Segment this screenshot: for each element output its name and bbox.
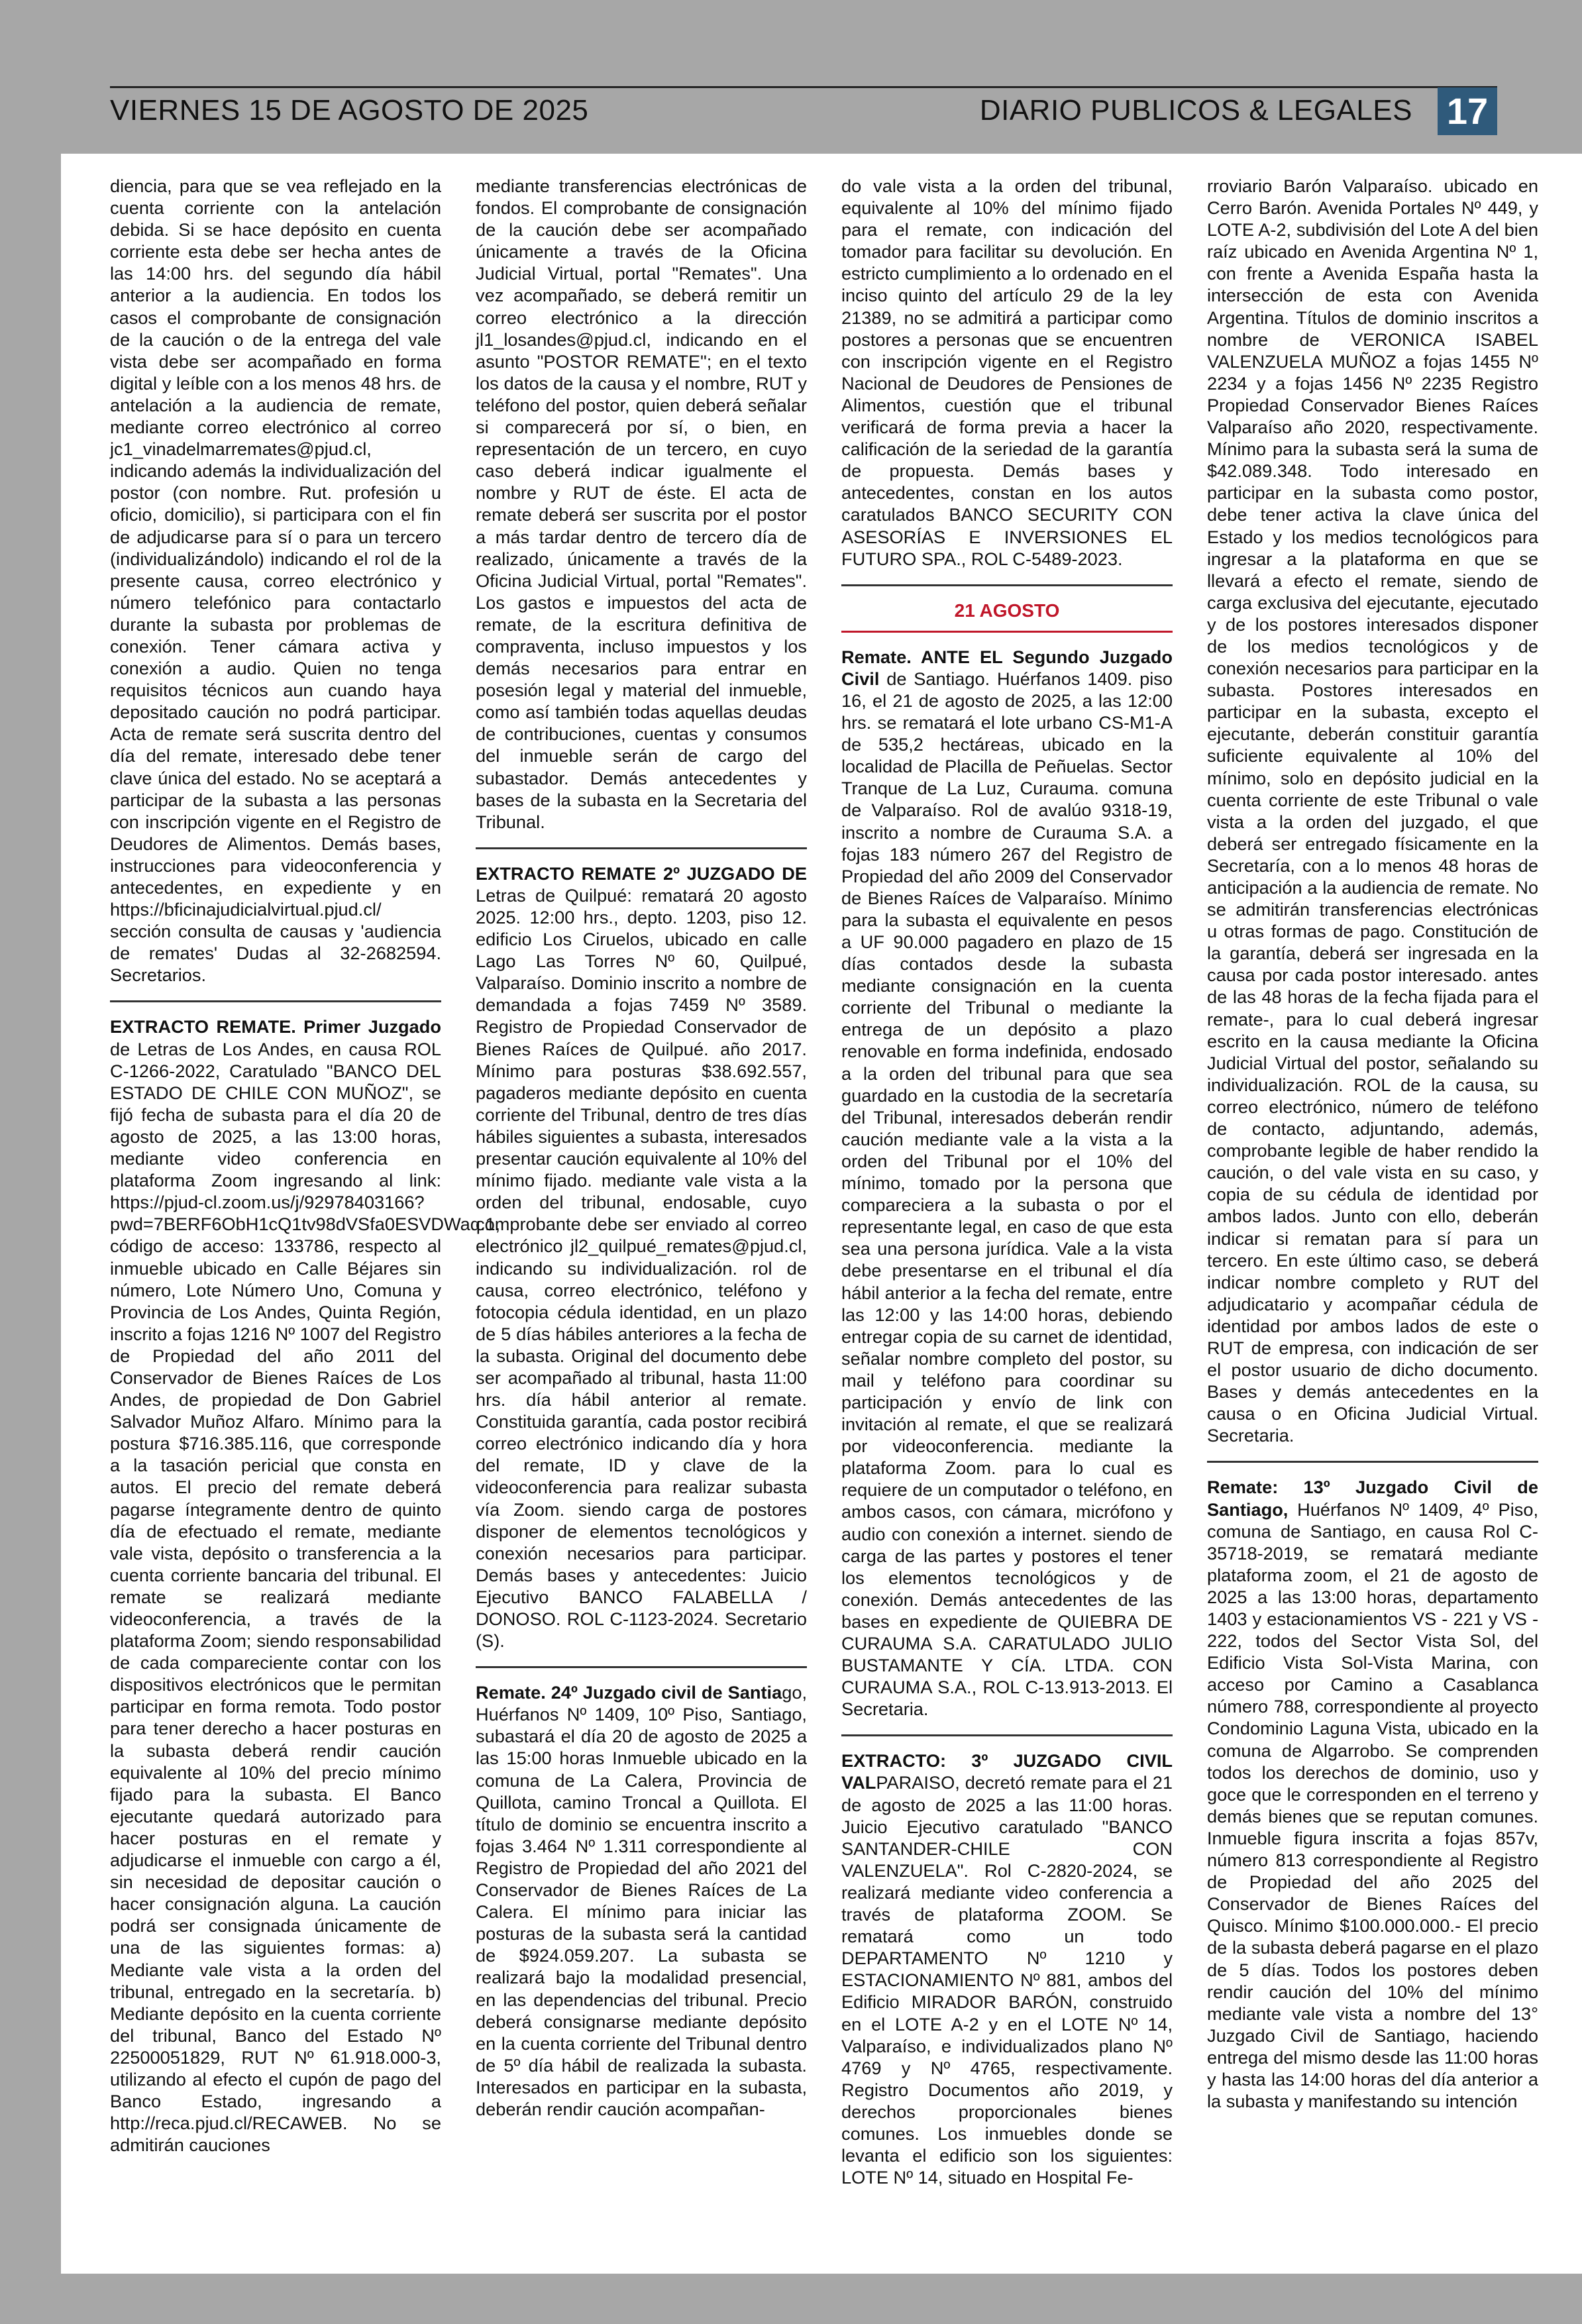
notice-continued: rroviario Barón Valparaíso. ubicado en Cerro Barón. Avenida Portales Nº 449, y LOTE A-2, subdivisión del Lote A del bien raíz ubicado en Avenida Argentina Nº 1, con frente a Avenida España hasta la intersección de esta con Avenida Argentina. Títulos de dominio inscritos a nombre de VERONICA ISABEL VALENZUELA MUÑOZ a fojas 1455 Nº 2234 y a fojas 1456 Nº 2235 Registro Propiedad Conservador Bienes Raíces Valparaíso año 2020, respectivamente. Mínimo para la subasta será la suma de $42.089.348. Todo interesado en participar en la subasta como postor, debe tener activa la clave única del Estado y los medios tecnológicos para ingresar a la plataforma en que se llevará a efecto el remate, siendo de carga exclusiva del ejecutante, ejecutado y de los postores interesados disponer de los medios tecnológicos y de conexión necesarios para participar en la subasta. Postores interesados en participar en la subasta, excepto el ejecutante, deberán constituir garantía suficiente equivalente al 10% del mínimo, solo en depósito judicial en la cuenta corriente de este Tribunal o vale vista a la orden del juzgado, el que deberá ser entregado físicamente en la Secretaría, con a lo menos 48 horas de anticipación a la audiencia de remate. No se admitirán transferencias electrónicas u otras formas de pago. Constitución de la garantía, deberá ser ingresada en la causa por cada postor interesado. antes de las 48 horas de la fecha fijada para el remate-, para lo cual deberá ingresar escrito en la causa mediante la Oficina Judicial Virtual del postor, señalando su individualización. ROL de la causa, su correo electrónico, número de teléfono de contacto, adjuntando, además, comprobante legible de haber rendido la caución, o del vale vista en su caso, y copia de su cédula de identidad por ambos lados. Junto con ello, deberán indicar si rematan para sí para un tercero. En este último caso, se deberá indicar nombre completo y RUT del adjudicatario y acompañar cédula de identidad por ambos lados de este o RUT de empresa, con indicación de ser el postor usuario de dicho documento. Bases y demás antecedentes en la causa o en Oficina Judicial Virtual. Secretaria.	[1207, 176, 1538, 1446]
notice-body: Huérfanos Nº 1409, 4º Piso, comuna de Santiago, en causa Rol C-35718-2019, se rematará mediante plataforma zoom, el 21 de agosto de 2025 a las 13:00 horas, departamento 1403 y estacionamientos VS - 221 y VS - 222, todos del Sector Vista Sol, del Edificio Vista Sol-Vista Marina, con acceso por Camino a Casablanca número 788, correspondiente al proyecto Condominio Laguna Vista, ubicado en la comuna de Algarrobo. Se comprenden todos los derechos de dominio, uso y goce que le corresponden en el terreno y demás bienes que se reputan comunes. Inmueble figura inscrita a fojas 857v, número 813 correspondiente al Registro de Propiedad del año 2025 del Conservador de Bienes Raíces del Quisco. Mínimo $100.000.000.- El precio de la subasta deberá pagarse en el plazo de 5 días. Todos los postores deben rendir caución del 10% del mínimo mediante vale vista a nombre del 13° Juzgado Civil de Santiago, haciendo entrega del mismo desde las 11:00 horas y hasta las 14:00 horas del día anterior a la subasta y manifestando su intención	[1207, 1499, 1538, 2112]
header-rule	[110, 86, 1497, 88]
notice	[476, 863, 807, 1652]
notice-separator	[1207, 1461, 1538, 1463]
notice-separator	[841, 584, 1173, 586]
notice-separator	[841, 1734, 1173, 1736]
notice-body: de Santiago. Huérfanos 1409. piso 16, el 21 de agosto de 2025, a las 12:00 hrs. se rematará el lote urbano CS-M1-A de 535,2 hectáreas, ubicado en la localidad de Placilla de Peñuelas. Sector Tranque de La Luz, Curauma. comuna de Valparaíso. Rol de avalúo 9318-19, inscrito a nombre de Curauma S.A. a fojas 183 número 267 del Registro de Propiedad del año 2009 del Conservador de Bienes Raíces de Valparaíso. Mínimo para la subasta el equivalente en pesos a UF 90.000 pagadero en plazo de 15 días contados desde la subasta mediante consignación en la cuenta corriente del Tribunal o mediante la entrega de un depósito a plazo renovable en forma indefinida, endosado a la orden del tribunal para que sea guardado en la custodia de la secretaría del Tribunal, interesados deberán rendir caución mediante vale a la vista a la orden del Tribunal por el 10% del mínimo, tomado por la persona que compareciera a la subasta o por el representante legal, en caso de que esta sea una persona jurídica. Vale a la vista debe presentarse en el tribunal el día hábil anterior a la fecha del remate, entre las 12:00 y las 14:00 horas, debiendo entregar copia de su carnet de identidad, señalar nombre completo del postor, su mail y teléfono para coordinar su participación y envío de link con invitación al remate, el que se realizará por videoconferencia. mediante la plataforma Zoom. para lo cual es requiere de un computador o teléfono, en ambos casos, con cámara, micrófono y audio con conexión a internet. siendo de carga de las partes y postores el tener los elementos tecnológicos y de conexión. Demás antecedentes de las bases en expediente de QUIEBRA DE CURAUMA S.A. CARATULADO JULIO BUSTAMANTE Y CÍA. LTDA. CON CURAUMA S.A., ROL C-13.913-2013. El Secretaria.	[841, 668, 1173, 1720]
notice	[1207, 1476, 1538, 2112]
notice-heading: Remate. ANTE EL Segundo Juzgado Civil	[841, 646, 1173, 689]
notice	[841, 646, 1173, 1720]
notice-heading: Remate: 13º Juzgado Civil de Santiago,	[1207, 1477, 1538, 1520]
notice-separator	[476, 847, 807, 849]
notice	[476, 1681, 807, 2120]
notice-heading: Remate. 24º Juzgado civil de Santia	[476, 1682, 782, 1703]
notice-body: PARAISO, decretó remate para el 21 de agosto de 2025 a las 11:00 horas. Juicio Ejecutivo caratulado "BANCO SANTANDER-CHILE CON VALENZUELA". Rol C-2820-2024, se realizará mediante video conferencia a través de plataforma ZOOM. Se rematará como un todo DEPARTAMENTO Nº 1210 y ESTACIONAMIENTO Nº 881, ambos del Edificio MIRADOR BARÓN, construido en el LOTE A-2 y en el LOTE Nº 14, Valparaíso, e individualizados plano Nº 4769 y Nº 4765, respectivamente. Registro Documentos año 2019, y derechos proporcionales bienes comunes. Los inmuebles donde se levanta el edificio son los siguientes: LOTE Nº 14, situado en Hospital Fe-	[841, 1772, 1173, 2188]
column-3	[841, 175, 1173, 2255]
column-2	[476, 175, 807, 2255]
publication-name: DIARIO PUBLICOS & LEGALES	[979, 94, 1412, 127]
notice-heading: EXTRACTO REMATE. Primer Juzgado	[110, 1016, 441, 1037]
notice-heading: EXTRACTO REMATE 2º JUZGADO DE	[476, 863, 807, 884]
notice-separator	[110, 1000, 441, 1002]
column-4	[1207, 175, 1538, 2255]
notice	[110, 1016, 501, 2156]
notice-separator	[476, 1666, 807, 1668]
notice-heading: EXTRACTO: 3º JUZGADO CIVIL VAL	[841, 1750, 1173, 1793]
notice-continued: mediante transferencias electrónicas de fondos. El comprobante de consignación de la caución debe ser acompañado únicamente a través de la Oficina Judicial Virtual, portal "Remates". Una vez acompañado, se deberá remitir un correo electrónico a la dirección jl1_losandes@pjud.cl, indicando en el asunto "POSTOR REMATE"; en el texto los datos de la causa y el nombre, RUT y teléfono del postor, quien deberá señalar si comparecerá por sí, o bien, en representación de un tercero, en cuyo caso deberá indicar igualmente el nombre y RUT de éste. El acta de remate deberá ser suscrita por el postor a más tardar dentro de tercero día de realizado, únicamente a través de la Oficina Judicial Virtual, portal "Remates". Los gastos e impuestos del acta de remate, de la escritura definitiva de compraventa, incluso impuestos y los demás necesarios para entrar en posesión legal y material del inmueble, como así también todas aquellas deudas de contribuciones, cuentas y consumos del inmueble serán de cargo del subastador. Demás antecedentes y bases de la subasta en la Secretaria del Tribunal.	[476, 176, 807, 832]
notice-body: de Letras de Los Andes, en causa ROL C-1266-2022, Caratulado "BANCO DEL ESTADO DE CHILE CON MUÑOZ", se fijó fecha de subasta para el día 20 de agosto de 2025, a las 13:00 horas, mediante video conferencia en plataforma Zoom ingresando al link: https://pjud-cl.zoom.us/j/92978403166?pwd=7BERF6ObH1cQ1tv98dVSfa0ESVDWaq.1, código de acceso: 133786, respecto al inmueble ubicado en Calle Béjares sin número, Lote Número Uno, Comuna y Provincia de Los Andes, Quinta Región, inscrito a fojas 1216 Nº 1007 del Registro de Propiedad del año 2011 del Conservador de Bienes Raíces de Los Andes, de propiedad de Don Gabriel Salvador Muñoz Alfaro. Mínimo para la postura $716.385.116, que corresponde a la tasación pericial que consta en autos. El precio del remate deberá pagarse íntegramente dentro de quinto día de efectuado el remate, mediante vale vista, depósito o transferencia a la cuenta corriente bancaria del tribunal. El remate se realizará mediante videoconferencia, a través de la plataforma Zoom; siendo responsabilidad de cada compareciente contar con los dispositivos electrónicos que le permitan participar en forma remota. Todo postor para tener derecho a hacer posturas en la subasta deberá rendir caución equivalente al 10% del precio mínimo fijado para la subasta. El Banco ejecutante quedará autorizado para hacer posturas en el remate y adjudicarse el inmueble con cargo a él, sin necesidad de depositar caución o hacer consignación alguna. La caución podrá ser consignada únicamente de una de las siguientes formas: a) Mediante vale vista a la orden del tribunal, entregado en la secretaría. b) Mediante depósito en la cuenta corriente del tribunal, Banco del Estado Nº 22500051829, RUT Nº 61.918.000-3, utilizando al efecto el cupón de pago del Banco Estado, ingresando a http://reca.pjud.cl/RECAWEB. No se admitirán cauciones	[110, 1038, 501, 2156]
notice	[841, 1750, 1173, 2188]
column-1	[110, 175, 501, 2255]
date-section-heading: 21 AGOSTO	[954, 600, 1060, 621]
page-number: 17	[1438, 87, 1497, 135]
notice-body: Letras de Quilpué: rematará 20 agosto 2025. 12:00 hrs., depto. 1203, piso 12. edificio Los Ciruelos, ubicado en calle Lago Las Torres Nº 60, Quilpué, Valparaíso. Dominio inscrito a nombre de demandada a fojas 7459 Nº 3589. Registro de Propiedad Conservador de Bienes Raíces de Quilpué. año 2017. Mínimo para posturas $38.692.557, pagaderos mediante depósito en cuenta corriente del Tribunal, dentro de tres días hábiles siguientes a subasta, interesados presentar caución equivalente al 10% del mínimo fijado. mediante vale vista a la orden del tribunal, endosable, cuyo comprobante debe ser enviado al correo electrónico jl2_quilpué_remates@pjud.cl, indicando su individualización. rol de causa, correo electrónico, teléfono y fotocopia cédula identidad, en un plazo de 5 días hábiles anteriores a la fecha de la subasta. Original del documento debe ser acompañado al tribunal, hasta 11:00 hrs. día hábil anterior al remate. Constituida garantía, cada postor recibirá correo electrónico indicando día y hora del remate, ID y clave de la videoconferencia para realizar subasta vía Zoom. siendo carga de postores disponer de elementos tecnológicos y conexión necesarios para participar. Demás bases y antecedentes: Juicio Ejecutivo BANCO FALABELLA / DONOSO. ROL C-1123-2024. Secretario (S).	[476, 884, 807, 1652]
date-heading-rule	[841, 631, 1173, 633]
page-header	[110, 83, 1497, 136]
issue-date: VIERNES 15 DE AGOSTO DE 2025	[110, 94, 589, 127]
newspaper-page	[61, 154, 1582, 2274]
notice-continued: do vale vista a la orden del tribunal, equivalente al 10% del mínimo fijado para el remate, con indicación del tomador para facilitar su devolución. En estricto cumplimiento a lo ordenado en el inciso quinto del artículo 29 de la ley 21389, no se admitirá a participar como postores a personas que se encuentren con inscripción vigente en el Registro Nacional de Deudores de Pensiones de Alimentos, cuestión que el tribunal verificará de forma previa a hacer la calificación de la seriedad de la garantía de propuesta. Demás bases y antecedentes, constan en los autos caratulados BANCO SECURITY CON ASESORÍAS E INVERSIONES EL FUTURO SPA., ROL C-5489-2023.	[841, 176, 1173, 569]
notice-continued: diencia, para que se vea reflejado en la cuenta corriente con la antelación debida. Si se hace depósito en cuenta corriente esta debe ser hecha antes de las 14:00 hrs. del segundo día hábil anterior a la audiencia. En todos los casos el comprobante de consignación de la caución o de la entrega del vale vista debe ser acompañado en forma digital y leíble con a los menos 48 hrs. de antelación a la audiencia de remate, mediante correo electrónico al correo jc1_vinadelmarremates@pjud.cl, indicando además la individualización del postor (con nombre. Rut. profesión u oficio, domicilio), si participara con el fin de adjudicarse para sí o para un tercero (individualizándolo) indicando el rol de la presente causa, correo electrónico y número telefónico para contactarlo durante la subasta por problemas de conexión. Tener cámara activa y conexión a audio. Quien no tenga requisitos técnicos aun cuando haya depositado caución no podrá participar. Acta de remate será suscrita dentro del día del remate, interesado debe tener clave única del estado. No se aceptará a participar de la subasta a las personas con inscripción vigente en el Registro de Deudores de Alimentos. Demás bases, instrucciones para videoconferencia y antecedentes, en expediente y en https://bficinajudicialvirtual.pjud.cl/ sección consulta de causas y 'audiencia de remates' Dudas al 32-2682594. Secretarios.	[110, 176, 441, 986]
notice-body: go, Huérfanos Nº 1409, 10º Piso, Santiago, subastará el día 20 de agosto de 2025 a las 15:00 horas Inmueble ubicado en la comuna de La Calera, Provincia de Quillota, camino Troncal a Quillota. El título de dominio se encuentra inscrito a fojas 3.464 Nº 1.311 correspondiente al Registro de Propiedad del año 2021 del Conservador de Bienes Raíces de La Calera. El mínimo para iniciar las posturas de la subasta será la cantidad de $924.059.207. La subasta se realizará bajo la modalidad presencial, en las dependencias del tribunal. Precio deberá consignarse mediante depósito en la cuenta corriente del Tribunal dentro de 5º día hábil de realizada la subasta. Interesados en participar en la subasta, deberán rendir caución acompañan-	[476, 1682, 807, 2119]
